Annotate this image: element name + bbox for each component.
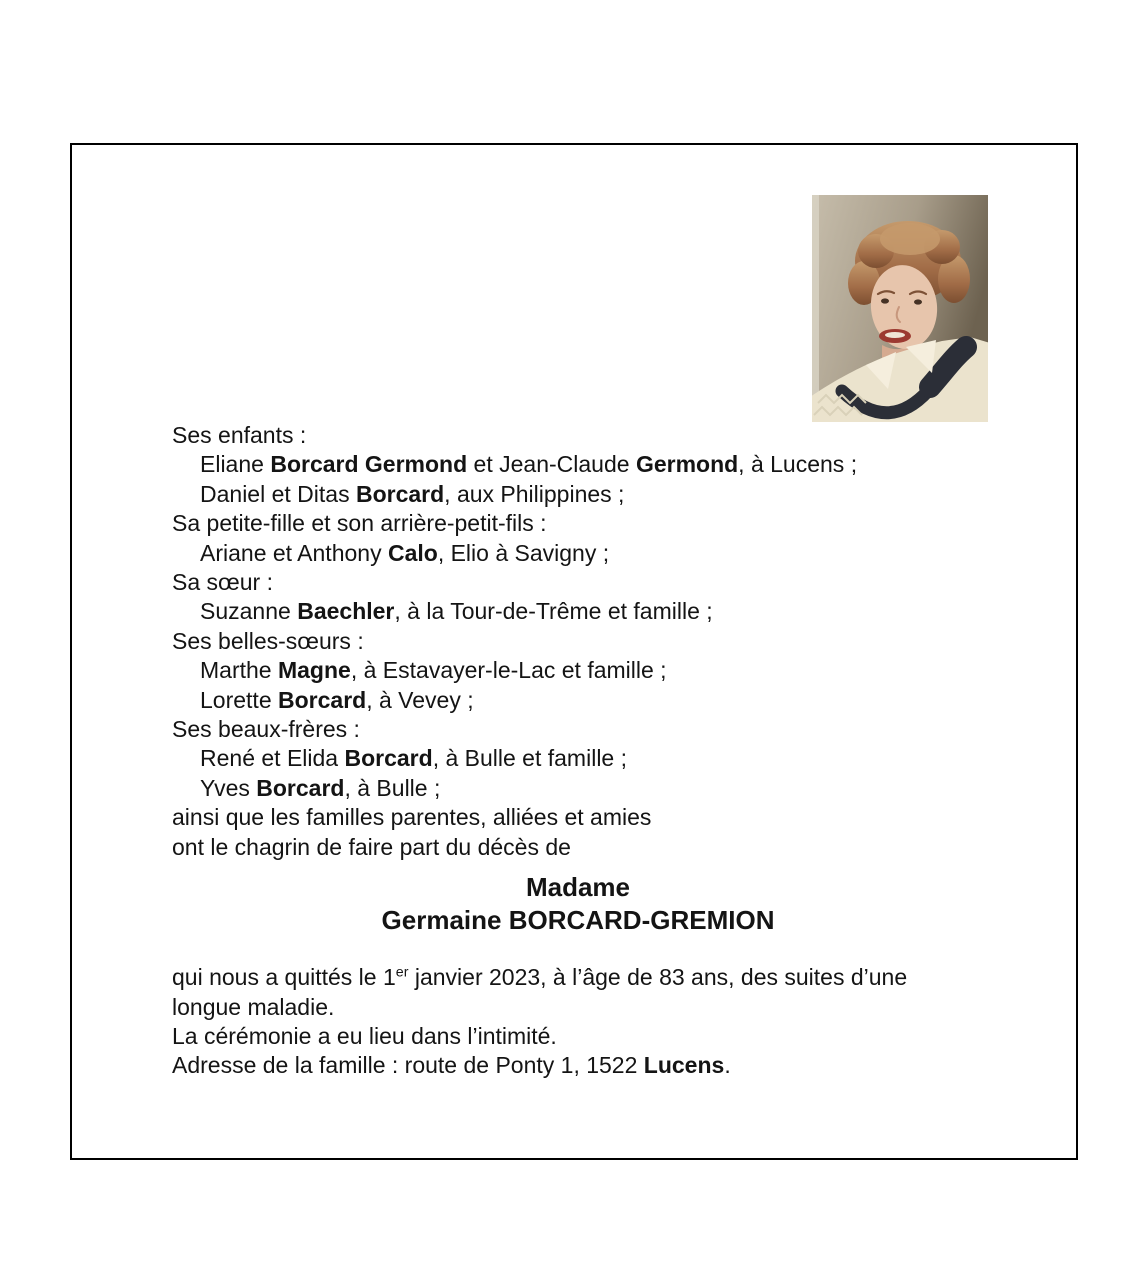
eye bbox=[914, 299, 922, 304]
text-line: qui nous a quittés le 1er janvier 2023, à l’âge de 83 ans, des suites d’une bbox=[172, 964, 908, 991]
teeth bbox=[885, 332, 905, 338]
text-line: La cérémonie a eu lieu dans l’intimité. bbox=[172, 1022, 557, 1049]
text-line: Lorette Borcard, à Vevey ; bbox=[200, 686, 474, 713]
death-notice-card bbox=[70, 143, 1078, 1160]
text-line: ainsi que les familles parentes, alliées et amies bbox=[172, 804, 652, 831]
text-line: Marthe Magne, à Estavayer-le-Lac et famille ; bbox=[200, 657, 667, 684]
text-line: Yves Borcard, à Bulle ; bbox=[200, 774, 441, 801]
text-line: Sa sœur : bbox=[172, 569, 273, 596]
portrait-photo bbox=[812, 195, 988, 422]
deceased-title bbox=[172, 871, 984, 937]
notice-text bbox=[172, 421, 984, 1081]
title-salutation: Madame bbox=[525, 872, 631, 903]
text-line: Ses enfants : bbox=[172, 422, 307, 448]
text-line: Ariane et Anthony Calo, Elio à Savigny ; bbox=[200, 539, 610, 566]
text-line: longue maladie. bbox=[172, 993, 335, 1020]
text-line: Eliane Borcard Germond et Jean-Claude Germond, à Lucens ; bbox=[200, 451, 858, 478]
eye bbox=[881, 298, 889, 303]
death-details bbox=[172, 963, 984, 1081]
text-line: René et Elida Borcard, à Bulle et famille ; bbox=[200, 745, 627, 772]
family-list bbox=[172, 421, 984, 862]
deceased-name: Germaine BORCARD-GREMION bbox=[381, 905, 775, 936]
text-line: Adresse de la famille : route de Ponty 1, 1522 Lucens. bbox=[172, 1052, 731, 1079]
text-line: ont le chagrin de faire part du décès de bbox=[172, 833, 571, 860]
text-line: Ses beaux-frères : bbox=[172, 716, 360, 743]
photo-edge-light bbox=[812, 195, 819, 422]
text-line: Ses belles-sœurs : bbox=[172, 627, 364, 654]
text-line: Sa petite-fille et son arrière-petit-fils : bbox=[172, 510, 547, 537]
text-line: Daniel et Ditas Borcard, aux Philippines ; bbox=[200, 480, 625, 507]
text-line: Suzanne Baechler, à la Tour-de-Trême et famille ; bbox=[200, 598, 713, 625]
